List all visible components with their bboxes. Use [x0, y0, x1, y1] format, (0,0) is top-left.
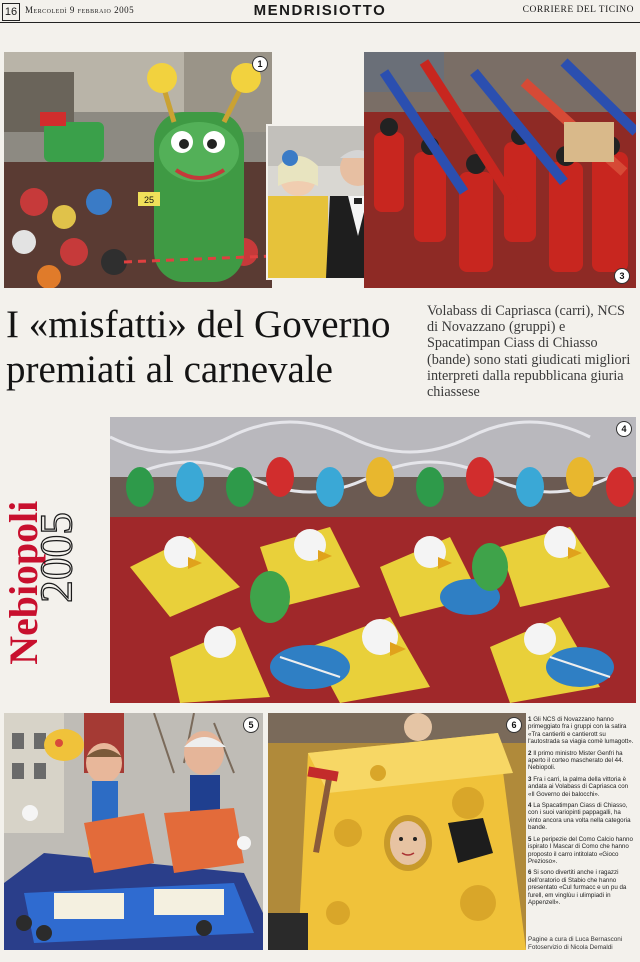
photo-credit: [528, 936, 636, 951]
vertical-title-word: Nebiopoli: [1, 500, 47, 665]
photo-number-6: 6: [506, 717, 522, 733]
caption-3-number: 3: [528, 775, 532, 783]
deck-subtitle: Volabass di Capriasca (carri), NCS di Novazzano (gruppi) e Spacatimpan Ciass di Chiasso (bande) sono stati giudicati migliori interpreti dalla repubblicana giuria chiassese: [427, 303, 631, 401]
photo-3-red-group: [364, 52, 636, 288]
header-date: Mercoledì 9 febbraio 2005: [25, 5, 135, 15]
caption-4: [528, 802, 634, 832]
photo-1-float: [4, 52, 272, 288]
float-number-sign: 25: [143, 195, 155, 205]
photo-6-cheese-costume: [268, 713, 526, 950]
caption-6-text: Si sono divertiti anche i ragazzi dell'oratorio di Stabio che hanno presentato «Cul furmacc e un pu da furell, em vinglùu i ulimpiadi in Appenzell».: [528, 869, 627, 906]
caption-6: [528, 869, 634, 906]
caption-5: [528, 836, 634, 866]
caption-4-text: La Spacatimpan Ciass di Chiasso, con i suoi variopinti pappagalli, ha vinto ancora una volta nella categoria bande.: [528, 802, 631, 832]
photo-captions: [528, 716, 634, 910]
photo-number-3: 3: [614, 268, 630, 284]
caption-4-number: 4: [528, 802, 532, 810]
caption-2: [528, 750, 634, 772]
headline: I «misfatti» del Governo premiati al carnevale: [6, 303, 391, 391]
caption-5-text: Le peripezie del Como Calcio hanno ispirato I Mascar di Como che hanno proposto il carro intitolato «Gioco Prezioso».: [528, 835, 633, 865]
caption-1: [528, 716, 634, 746]
caption-6-number: 6: [528, 869, 532, 877]
page-number: 16: [2, 3, 20, 21]
vertical-title-year: 2005: [31, 512, 82, 603]
caption-3: [528, 776, 634, 798]
section-title: MENDRISIOTTO: [253, 2, 387, 19]
caption-5-number: 5: [528, 835, 532, 843]
caption-3-text: Fra i carri, la palma della vittoria è andata ai Volabass di Capriasca con «Il Governo dei balocchi».: [528, 775, 629, 798]
newspaper-name: CORRIERE DEL TICINO: [522, 5, 634, 15]
caption-1-text: Gli NCS di Novazzano hanno primeggiato fra i gruppi con la satira «Tra cantieriti e cantierott su l'autostrada sa viagia comè lumagott».: [528, 716, 634, 746]
photo-number-1: 1: [252, 56, 268, 72]
photo-5-como-float: [4, 713, 263, 950]
caption-2-text: Il primo ministro Mister Genfri ha aperto il corteo mascherato del 44. Nebiopoli.: [528, 749, 624, 772]
header-rule: [0, 22, 640, 23]
photo-number-5: 5: [243, 717, 259, 733]
caption-2-number: 2: [528, 749, 532, 757]
photo-4-parrot-band: [110, 417, 636, 703]
caption-1-number: 1: [528, 716, 532, 723]
credit-photographer: Fotoservizio di Nicola Demaldi: [528, 943, 613, 951]
credit-editor: Pagine a cura di Luca Bernasconi: [528, 936, 623, 943]
vertical-title: [0, 420, 110, 710]
photo-number-4: 4: [616, 421, 632, 437]
